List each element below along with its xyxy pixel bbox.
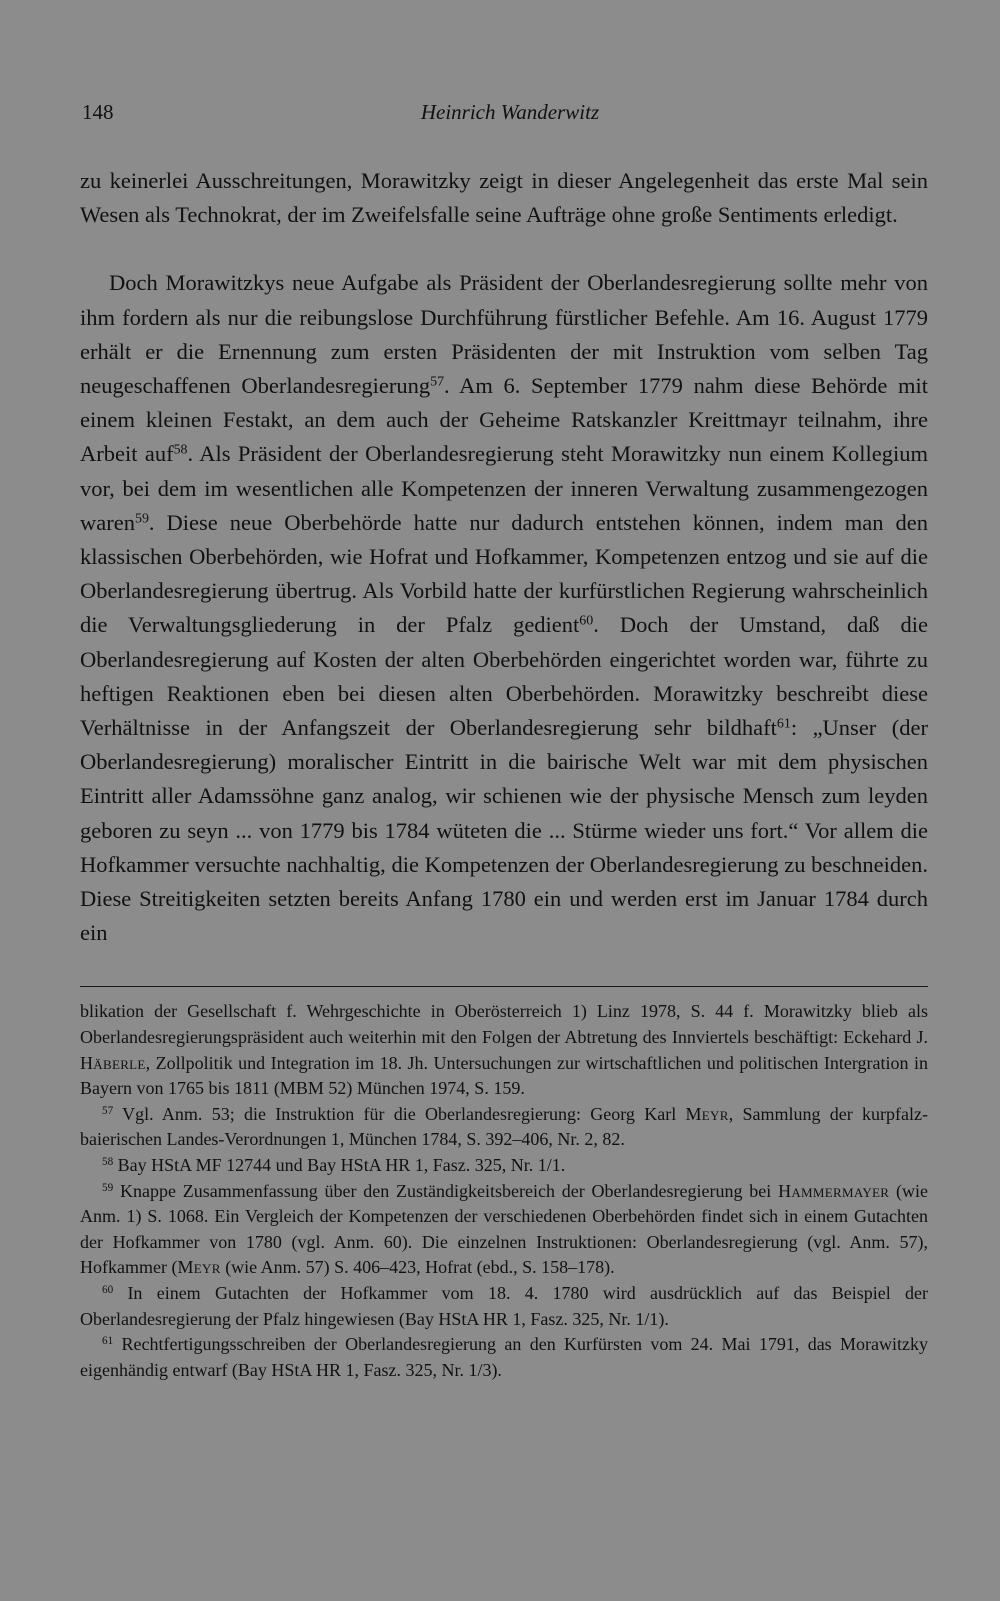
footnote-number: 59 [102, 1181, 114, 1194]
paragraph-2-text-1: Doch Morawitzkys neue Aufgabe als Präsident der Oberlandesregierung sollte mehr von ihm fordern als nur die reibungslose Durchführung fürstlicher Befehle. Am 16. August 1779 erhält er die Ernennung zum ersten Präsidenten der mit Instruktion vom selben Tag neugeschaffenen Oberlandesregierung [80, 270, 928, 399]
footnote-60 [80, 1281, 928, 1332]
footnote-ref-57: 57 [430, 374, 445, 390]
footnote-text: In einem Gutachten der Hofkammer vom 18. 4. 1780 wird ausdrücklich auf das Beispiel der Oberlandesregierung der Pfalz hingewiesen (Bay HStA HR 1, Fasz. 325, Nr. 1/1). [80, 1283, 929, 1329]
footnote-57 [80, 1102, 928, 1153]
page-header [80, 100, 928, 134]
footnote-ref-58: 58 [173, 442, 188, 458]
footnote-text: Knappe Zusammenfassung über den Zuständigkeitsbereich der Oberlandesregierung bei [119, 1180, 779, 1201]
footnote-number: 58 [102, 1155, 114, 1168]
paragraph-2-text-6: : „Unser (der Oberlandesregierung) moralischer Eintritt in die bairische Welt war mit dem physischen Eintritt aller Adamssöhne ganz analog, wir schienen wie der physische Mensch zum leyden geboren zu seyn ... von 1779 bis 1784 wüteten die ... Stürme wieder uns fort.“ Vor allem die Hofkammer versuchte nachhaltig, die Kompetenzen der Oberlandesregierung zu beschneiden. Diese Streitigkeiten setzten bereits Anfang 1780 ein und werden erst im Januar 1784 durch ein [80, 715, 928, 946]
paragraph-2-text-4: . Diese neue Oberbehörde hatte nur dadurch entstehen können, indem man den klassischen Oberbehörden, wie Hofrat und Hofkammer, Kompetenzen entzog und sie auf die Oberlandesregierung übertrug. Als Vorbild hatte der kurfürstlichen Regierung wahrscheinlich die Verwaltungsgliederung in der Pfalz gedient [80, 509, 928, 638]
footnote-ref-60: 60 [579, 613, 594, 629]
footnote-text: Rechtfertigungsschreiben der Oberlandesregierung an den Kurfürsten vom 24. Mai 1791, das Morawitzky eigenhändig entwarf (Bay HStA HR 1, Fasz. 325, Nr. 1/3). [80, 1334, 929, 1380]
footnote-divider [80, 986, 928, 987]
footnote-text: Bay HStA MF 12744 und Bay HStA HR 1, Fasz. 325, Nr. 1/1. [117, 1155, 566, 1176]
footnote-text: Vgl. Anm. 53; die Instruktion für die Oberlandesregierung: Georg Karl [122, 1103, 686, 1124]
paragraph-1: zu keinerlei Ausschreitungen, Morawitzky zeigt in dieser Angelegenheit das erste Mal sein Wesen als Technokrat, der im Zweifelsfalle seine Aufträge ohne große Sentiments erledigt. [80, 168, 928, 228]
author-name: Häberle [80, 1052, 146, 1073]
footnote-continued-text-1: blikation der Gesellschaft f. Wehrgeschichte in Oberösterreich 1) Linz 1978, S. 44 f. Morawitzky blieb als Oberlandesregierungspräsident auch weiterhin mit den Folgen der Abtretung des Innviertels beschäftigt: Eckehard J. [80, 1001, 928, 1048]
footnote-61 [80, 1332, 928, 1383]
footnote-number: 61 [102, 1335, 114, 1348]
paragraph-2 [80, 266, 928, 950]
author-name: Hammermayer [778, 1180, 890, 1201]
footnote-58 [80, 1153, 928, 1179]
author-name: Meyr [685, 1103, 729, 1124]
paragraph-2-text-5: . Doch der Umstand, daß die Oberlandesregierung auf Kosten der alten Oberbehörden eingerichtet worden war, führte zu heftigen Reaktionen eben bei diesen alten Oberbehörden. Morawitzky beschreibt diese Verhältnisse in der Anfangszeit der Oberlandesregierung sehr bildhaft [80, 612, 928, 741]
footnote-ref-59: 59 [134, 511, 149, 527]
footnote-text: (wie Anm. 57) S. 406–423, Hofrat (ebd., S. 158–178). [220, 1257, 615, 1278]
paragraph-2-text-3: . Als Präsident der Oberlandesregierung steht Morawitzky nun einem Kollegium vor, bei dem im wesentlichen alle Kompetenzen der inneren Verwaltung zusammengezogen waren [80, 441, 928, 535]
author-name: Meyr [177, 1257, 221, 1278]
footnote-number: 60 [102, 1283, 114, 1296]
footnote-ref-61: 61 [776, 716, 791, 732]
book-page [80, 100, 928, 1383]
footnote-continued [80, 999, 928, 1101]
footnotes [80, 999, 928, 1383]
main-text [80, 164, 928, 950]
footnote-text: (wie Anm. 1) S. 1068. Ein Vergleich der Kompetenzen der verschiedenen Oberbehörden findet sich in einem Gutachten der Hofkammer von 1780 (vgl. Anm. 60). Die einzelnen Instruktionen: Oberlandesregierung (vgl. Anm. 57), Hofkammer ( [80, 1180, 929, 1278]
footnote-text: , Sammlung der kurpfalz-baierischen Landes-Verordnungen 1, München 1784, S. 392–406, Nr. 2, 82. [80, 1103, 928, 1150]
page-number: 148 [82, 100, 114, 124]
footnote-number: 57 [102, 1104, 114, 1117]
running-head: Heinrich Wanderwitz [420, 100, 600, 124]
paragraph-2-text-2: . Am 6. September 1779 nahm diese Behörde mit einem kleinen Festakt, an dem auch der Geheime Ratskanzler Kreittmayr teilnahm, ihre Arbeit auf [80, 373, 928, 467]
footnote-continued-text-2: , Zollpolitik und Integration im 18. Jh. Untersuchungen zur wirtschaftlichen und politischen Intergration in Bayern von 1765 bis 1811 (MBM 52) München 1974, S. 159. [80, 1052, 928, 1099]
footnote-59 [80, 1179, 928, 1281]
